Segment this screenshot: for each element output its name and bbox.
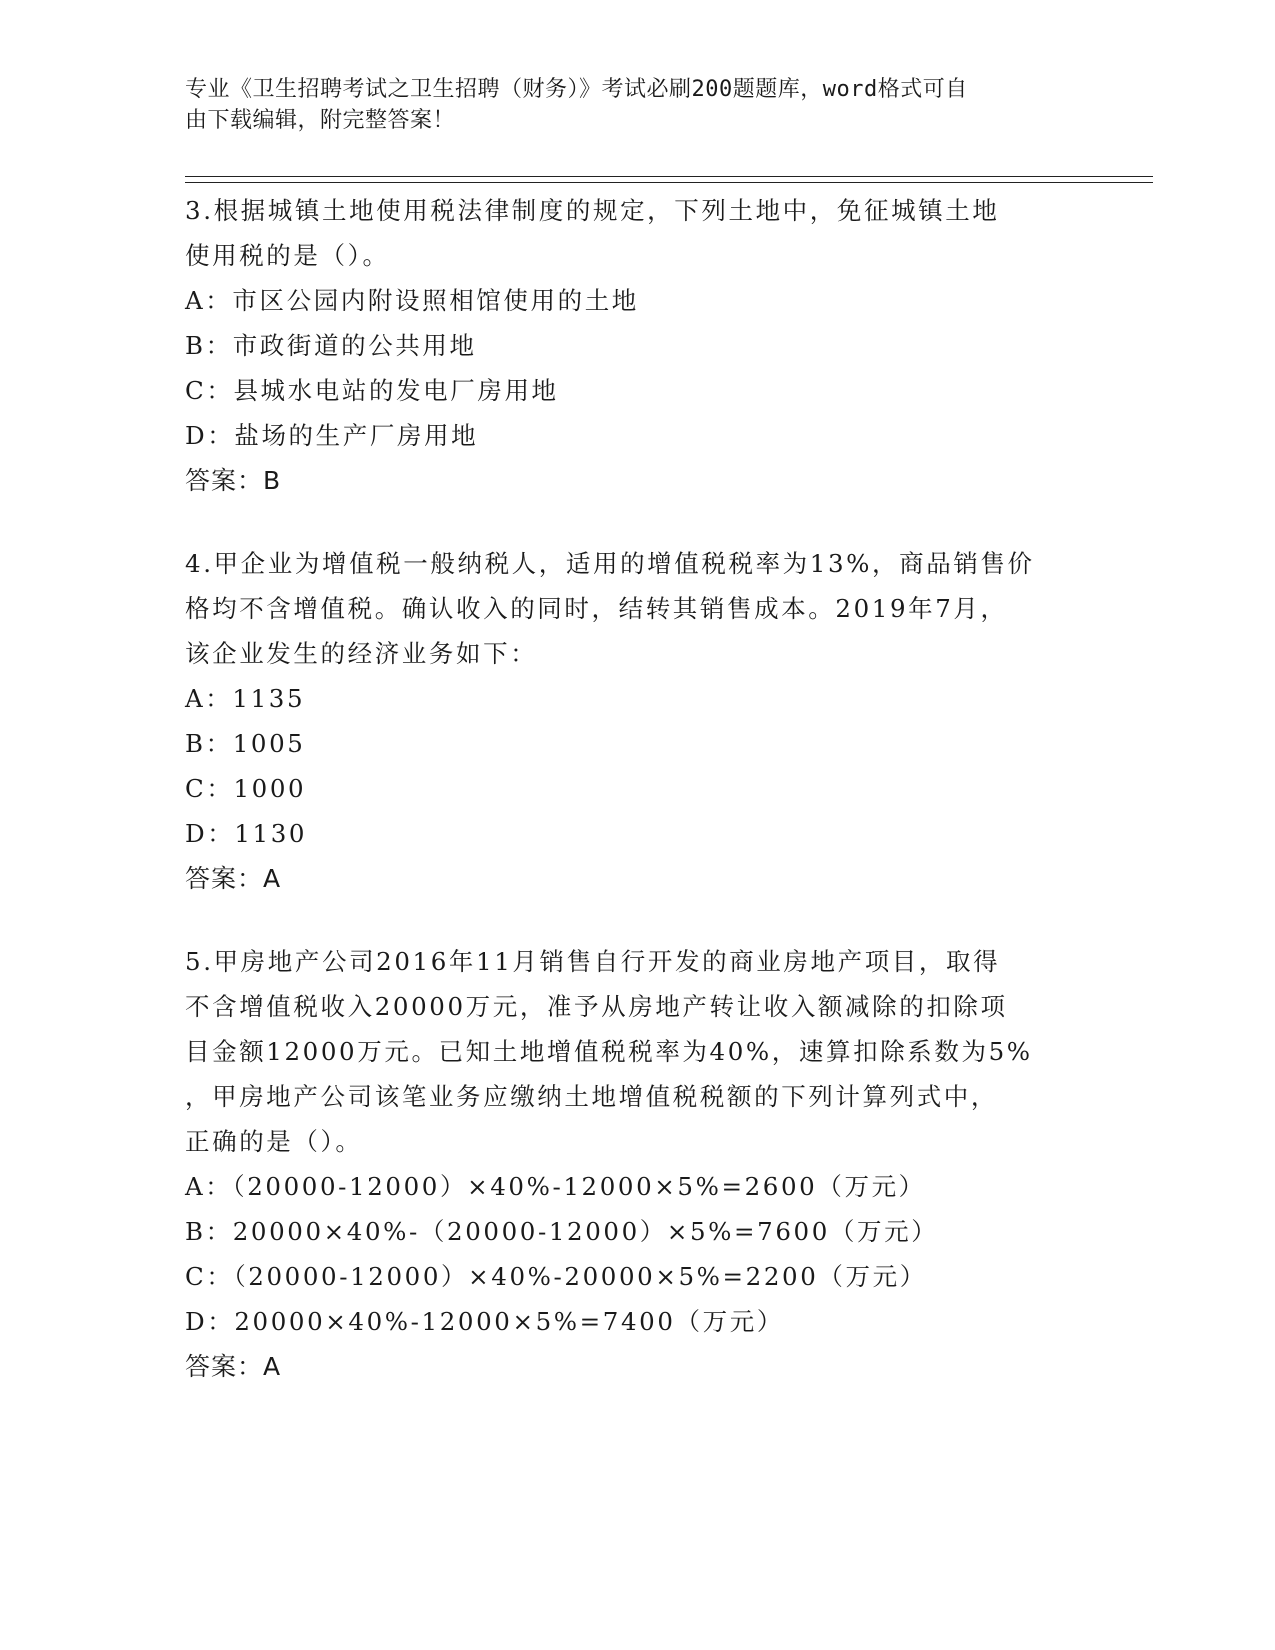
option-a: A：1135 [185, 684, 306, 713]
question-stem-line: 使用税的是（）。 [185, 241, 390, 270]
question-stem-line: 目金额12000万元。已知土地增值税税率为40%，速算扣除系数为5% [185, 1037, 1033, 1066]
option-b: B：20000×40%-（20000-12000）×5%=7600（万元） [185, 1217, 939, 1246]
option-a: A：市区公园内附设照相馆使用的土地 [185, 286, 639, 315]
option-b: B：1005 [185, 729, 306, 758]
document-header [185, 74, 1065, 136]
option-c: C：1000 [185, 774, 307, 803]
answer-line: 答案：A [185, 864, 282, 893]
question-4 [185, 541, 1085, 902]
header-line-1: 专业《卫生招聘考试之卫生招聘（财务）》考试必刷200题题库，word格式可自 [185, 77, 968, 102]
question-stem-line: 不含增值税收入20000万元，准予从房地产转让收入额减除的扣除项 [185, 992, 1008, 1021]
option-a: A：（20000-12000）×40%-12000×5%=2600（万元） [185, 1172, 926, 1201]
header-divider [185, 176, 1153, 183]
answer-line: 答案：A [185, 1352, 282, 1381]
question-stem-line: 3.根据城镇土地使用税法律制度的规定，下列土地中，免征城镇土地 [185, 196, 1000, 225]
question-stem-line: 格均不含增值税。确认收入的同时，结转其销售成本。2019年7月， [185, 594, 1008, 623]
question-stem-line: 正确的是（）。 [185, 1127, 363, 1156]
question-3 [185, 188, 1085, 504]
option-c: C：（20000-12000）×40%-20000×5%=2200（万元） [185, 1262, 927, 1291]
question-stem-line: 该企业发生的经济业务如下： [185, 639, 538, 668]
option-d: D：1130 [185, 819, 308, 848]
question-stem-line: 5.甲房地产公司2016年11月销售自行开发的商业房地产项目，取得 [185, 947, 1001, 976]
question-5 [185, 939, 1085, 1390]
answer-line: 答案：B [185, 466, 282, 495]
header-line-2: 由下载编辑，附完整答案！ [185, 108, 456, 133]
question-stem-line: ，甲房地产公司该笔业务应缴纳土地增值税税额的下列计算列式中， [185, 1082, 998, 1111]
option-d: D：20000×40%-12000×5%=7400（万元） [185, 1307, 784, 1336]
option-b: B：市政街道的公共用地 [185, 331, 477, 360]
option-d: D：盐场的生产厂房用地 [185, 421, 479, 450]
option-c: C：县城水电站的发电厂房用地 [185, 376, 559, 405]
question-list [185, 188, 1085, 1427]
question-stem-line: 4.甲企业为增值税一般纳税人，适用的增值税税率为13%，商品销售价 [185, 549, 1035, 578]
